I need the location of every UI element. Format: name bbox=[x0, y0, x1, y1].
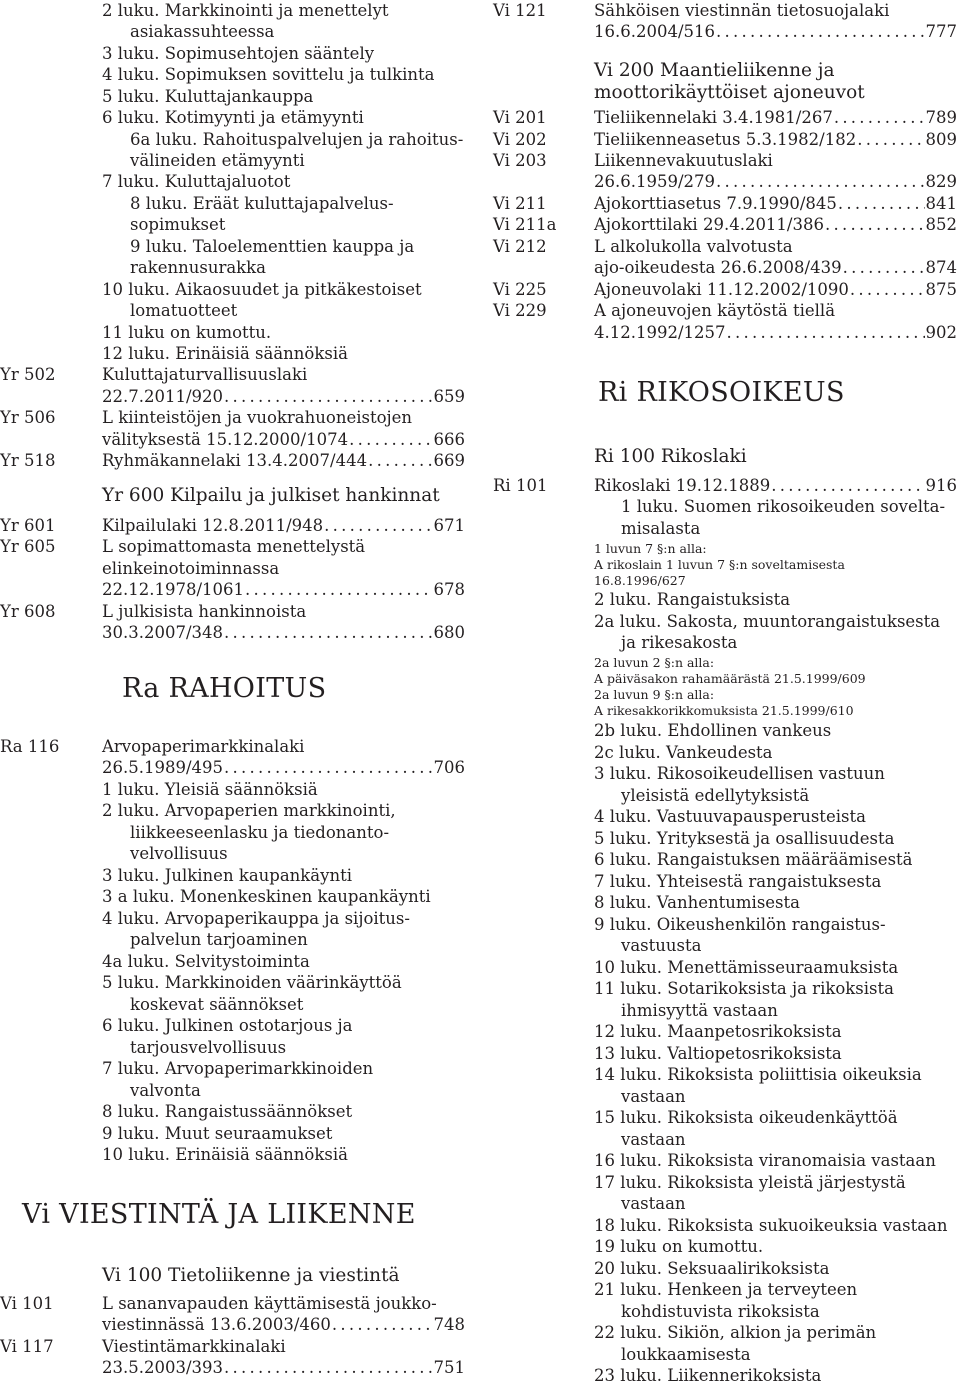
toc-entry bbox=[594, 279, 957, 300]
page-number: 678 bbox=[433, 580, 465, 599]
toc-line: vastaan bbox=[621, 1194, 686, 1213]
toc-line: 14 luku. Rikoksista poliittisia oikeuksia bbox=[594, 1065, 922, 1084]
toc-line: 11 luku. Sotarikoksista ja rikoksista bbox=[594, 979, 894, 998]
statute-code: Vi 203 bbox=[493, 151, 547, 170]
toc-line: 2 luku. Rangaistuksista bbox=[594, 590, 791, 609]
page-number: 659 bbox=[433, 387, 465, 406]
page-number: 680 bbox=[433, 623, 465, 642]
toc-line: elinkeinotoiminnassa bbox=[102, 559, 280, 578]
toc-note: A rikesakkorikkomuksista 21.5.1999/610 bbox=[594, 703, 854, 718]
entry-title: Ajoneuvolaki 11.12.2002/1090 bbox=[594, 280, 849, 299]
toc-line: tarjousvelvollisuus bbox=[130, 1038, 287, 1057]
toc-entry bbox=[594, 193, 957, 214]
toc-line: 9 luku. Oikeushenkilön rangaistus- bbox=[594, 915, 886, 934]
toc-line: lomatuotteet bbox=[130, 301, 238, 320]
toc-line: L julkisista hankinnoista bbox=[102, 602, 307, 621]
dot-leader bbox=[834, 107, 925, 128]
toc-entry bbox=[594, 129, 957, 150]
page-number: 916 bbox=[925, 476, 957, 495]
page-number: 874 bbox=[925, 258, 957, 277]
page-number: 777 bbox=[925, 22, 957, 41]
toc-line: 9 luku. Muut seuraamukset bbox=[102, 1124, 333, 1143]
toc-note: 2a luvun 9 §:n alla: bbox=[594, 687, 715, 702]
toc-line: koskevat säännökset bbox=[130, 995, 304, 1014]
entry-title: 22.12.1978/1061 bbox=[102, 580, 245, 599]
toc-line: palvelun tarjoaminen bbox=[130, 930, 308, 949]
entry-title: ajo-oikeudesta 26.6.2008/439 bbox=[594, 258, 842, 277]
toc-line: 3 a luku. Monenkeskinen kaupankäynti bbox=[102, 887, 431, 906]
toc-line: 10 luku. Aikaosuudet ja pitkäkestoiset bbox=[102, 280, 422, 299]
toc-line: 7 luku. Yhteisestä rangaistuksesta bbox=[594, 872, 882, 891]
toc-line: 3 luku. Sopimusehtojen sääntely bbox=[102, 44, 375, 63]
page-number: 902 bbox=[925, 323, 957, 342]
toc-line: Kuluttajaturvallisuuslaki bbox=[102, 365, 308, 384]
toc-line: 16 luku. Rikoksista viranomaisia vastaan bbox=[594, 1151, 936, 1170]
toc-line: 6a luku. Rahoituspalvelujen ja rahoitus- bbox=[130, 130, 464, 149]
statute-code: Ri 101 bbox=[493, 476, 548, 495]
dot-leader bbox=[771, 475, 924, 496]
dot-leader bbox=[850, 279, 925, 300]
statute-code: Vi 212 bbox=[493, 237, 547, 256]
toc-line: 4 luku. Arvopaperikauppa ja sijoitus- bbox=[102, 909, 410, 928]
statute-code: Vi 101 bbox=[0, 1294, 54, 1313]
dot-leader bbox=[224, 386, 432, 407]
toc-line: 4a luku. Selvitystoiminta bbox=[102, 952, 310, 971]
toc-note: 1 luvun 7 §:n alla: bbox=[594, 541, 707, 556]
entry-title: 4.12.1992/1257 bbox=[594, 323, 726, 342]
dot-leader bbox=[349, 429, 432, 450]
page-number: 748 bbox=[433, 1315, 465, 1334]
dot-leader bbox=[825, 214, 925, 235]
toc-entry bbox=[594, 257, 957, 278]
toc-line: valvonta bbox=[130, 1081, 201, 1100]
toc-line: 7 luku. Arvopaperimarkkinoiden bbox=[102, 1059, 374, 1078]
toc-line: kohdistuvista rikoksista bbox=[621, 1302, 820, 1321]
statute-code: Yr 506 bbox=[0, 408, 56, 427]
page-number: 671 bbox=[433, 516, 465, 535]
dot-leader bbox=[245, 579, 432, 600]
statute-code: Vi 117 bbox=[0, 1337, 54, 1356]
subsection-heading: Vi 100 Tietoliikenne ja viestintä bbox=[102, 1265, 400, 1286]
dot-leader bbox=[857, 129, 924, 150]
statute-code: Yr 605 bbox=[0, 537, 56, 556]
statute-code: Yr 601 bbox=[0, 516, 56, 535]
toc-line: 12 luku. Erinäisiä säännöksiä bbox=[102, 344, 348, 363]
toc-line: 15 luku. Rikoksista oikeudenkäyttöä bbox=[594, 1108, 898, 1127]
entry-title: Tieliikennelaki 3.4.1981/267 bbox=[594, 108, 833, 127]
toc-line: 8 luku. Eräät kuluttajapalvelus- bbox=[130, 194, 394, 213]
toc-line: vastaan bbox=[621, 1130, 686, 1149]
toc-line: 5 luku. Yrityksestä ja osallisuudesta bbox=[594, 829, 895, 848]
toc-line: 5 luku. Markkinoiden väärinkäyttöä bbox=[102, 973, 402, 992]
toc-entry bbox=[102, 1357, 465, 1378]
toc-line: 18 luku. Rikoksista sukuoikeuksia vastaan bbox=[594, 1216, 948, 1235]
toc-line: Viestintämarkkinalaki bbox=[102, 1337, 286, 1356]
toc-note: 16.8.1996/627 bbox=[594, 573, 686, 588]
statute-code: Vi 121 bbox=[493, 1, 547, 20]
toc-line: 12 luku. Maanpetosrikoksista bbox=[594, 1022, 842, 1041]
section-heading: Ra RAHOITUS bbox=[122, 673, 327, 704]
toc-entry bbox=[102, 515, 465, 536]
toc-entry bbox=[102, 429, 465, 450]
toc-line: 19 luku on kumottu. bbox=[594, 1237, 764, 1256]
toc-entry bbox=[102, 386, 465, 407]
subsection-heading: Ri 100 Rikoslaki bbox=[594, 446, 747, 467]
toc-line: misalasta bbox=[621, 519, 701, 538]
toc-line: ja rikesakosta bbox=[621, 633, 738, 652]
entry-title: viestinnässä 13.6.2003/460 bbox=[102, 1315, 331, 1334]
toc-line: 22 luku. Sikiön, alkion ja perimän bbox=[594, 1323, 877, 1342]
toc-entry bbox=[594, 171, 957, 192]
entry-title: 30.3.2007/348 bbox=[102, 623, 224, 642]
entry-title: 22.7.2011/920 bbox=[102, 387, 224, 406]
toc-line: 7 luku. Kuluttajaluotot bbox=[102, 172, 291, 191]
toc-line: 2b luku. Ehdollinen vankeus bbox=[594, 721, 832, 740]
dot-leader bbox=[224, 622, 432, 643]
toc-entry bbox=[594, 475, 957, 496]
toc-line: yleisistä edellytyksistä bbox=[621, 786, 810, 805]
statute-code: Vi 225 bbox=[493, 280, 547, 299]
toc-line: 1 luku. Suomen rikosoikeuden sovelta- bbox=[621, 497, 946, 516]
toc-entry bbox=[102, 1314, 465, 1335]
dot-leader bbox=[324, 515, 432, 536]
entry-title: 26.5.1989/495 bbox=[102, 758, 224, 777]
toc-entry bbox=[594, 322, 957, 343]
dot-leader bbox=[224, 1357, 432, 1378]
entry-title: Ajokorttiasetus 7.9.1990/845 bbox=[594, 194, 837, 213]
toc-entry bbox=[102, 450, 465, 471]
toc-line: sopimukset bbox=[130, 215, 226, 234]
page-number: 666 bbox=[433, 430, 465, 449]
toc-line: L kiinteistöjen ja vuokrahuoneistojen bbox=[102, 408, 413, 427]
toc-line: 6 luku. Kotimyynti ja etämyynti bbox=[102, 108, 364, 127]
dot-leader bbox=[368, 450, 432, 471]
dot-leader bbox=[843, 257, 925, 278]
toc-line: 2a luku. Sakosta, muuntorangaistuksesta bbox=[594, 612, 941, 631]
toc-line: 23 luku. Liikennerikoksista bbox=[594, 1366, 822, 1385]
page-number: 875 bbox=[925, 280, 957, 299]
toc-note: A rikoslain 1 luvun 7 §:n soveltamisesta bbox=[594, 557, 845, 572]
toc-line: 20 luku. Seksuaalirikoksista bbox=[594, 1259, 830, 1278]
dot-leader bbox=[332, 1314, 433, 1335]
toc-line: liikkeeseenlasku ja tiedonanto- bbox=[130, 823, 390, 842]
toc-entry bbox=[594, 107, 957, 128]
toc-line: 4 luku. Sopimuksen sovittelu ja tulkinta bbox=[102, 65, 435, 84]
toc-line: A ajoneuvojen käytöstä tiellä bbox=[594, 301, 836, 320]
toc-line: 17 luku. Rikoksista yleistä järjestystä bbox=[594, 1173, 906, 1192]
toc-line: 5 luku. Kuluttajankauppa bbox=[102, 87, 314, 106]
toc-entry bbox=[594, 214, 957, 235]
dot-leader bbox=[716, 21, 924, 42]
toc-line: 11 luku on kumottu. bbox=[102, 323, 272, 342]
toc-entry bbox=[102, 757, 465, 778]
dot-leader bbox=[716, 171, 924, 192]
section-heading: Vi VIESTINTÄ JA LIIKENNE bbox=[22, 1199, 416, 1230]
toc-line: 2 luku. Arvopaperien markkinointi, bbox=[102, 801, 396, 820]
page-number: 852 bbox=[925, 215, 957, 234]
toc-line: Arvopaperimarkkinalaki bbox=[102, 737, 305, 756]
toc-line: 21 luku. Henkeen ja terveyteen bbox=[594, 1280, 858, 1299]
toc-line: asiakassuhteessa bbox=[130, 22, 275, 41]
toc-line: välineiden etämyynti bbox=[130, 151, 305, 170]
entry-title: Tieliikenneasetus 5.3.1982/182 bbox=[594, 130, 857, 149]
statute-code: Vi 229 bbox=[493, 301, 547, 320]
page-number: 706 bbox=[433, 758, 465, 777]
statute-code: Vi 201 bbox=[493, 108, 547, 127]
page-number: 829 bbox=[925, 172, 957, 191]
toc-line: L sopimattomasta menettelystä bbox=[102, 537, 366, 556]
toc-line: Sähköisen viestinnän tietosuojalaki bbox=[594, 1, 890, 20]
entry-title: 23.5.2003/393 bbox=[102, 1358, 224, 1377]
toc-note: 2a luvun 2 §:n alla: bbox=[594, 655, 715, 670]
toc-line: loukkaamisesta bbox=[621, 1345, 751, 1364]
dot-leader bbox=[838, 193, 925, 214]
page-number: 751 bbox=[433, 1358, 465, 1377]
toc-line: 10 luku. Menettämisseuraamuksista bbox=[594, 958, 899, 977]
toc-line: 6 luku. Rangaistuksen määräämisestä bbox=[594, 850, 913, 869]
toc-line: 10 luku. Erinäisiä säännöksiä bbox=[102, 1145, 348, 1164]
toc-entry bbox=[594, 21, 957, 42]
entry-title: Rikoslaki 19.12.1889 bbox=[594, 476, 771, 495]
toc-line: 9 luku. Taloelementtien kauppa ja bbox=[130, 237, 415, 256]
toc-line: 8 luku. Rangaistussäännökset bbox=[102, 1102, 353, 1121]
page-number: 841 bbox=[925, 194, 957, 213]
toc-line: vastuusta bbox=[621, 936, 702, 955]
entry-title: Kilpailulaki 12.8.2011/948 bbox=[102, 516, 324, 535]
toc-line: 4 luku. Vastuuvapausperusteista bbox=[594, 807, 866, 826]
toc-entry bbox=[102, 622, 465, 643]
toc-line: 2c luku. Vankeudesta bbox=[594, 743, 773, 762]
toc-line: L alkolukolla valvotusta bbox=[594, 237, 793, 256]
section-heading: Ri RIKOSOIKEUS bbox=[598, 377, 845, 408]
dot-leader bbox=[224, 757, 432, 778]
toc-note: A päiväsakon rahamäärästä 21.5.1999/609 bbox=[594, 671, 866, 686]
entry-title: Ryhmäkannelaki 13.4.2007/444 bbox=[102, 451, 368, 470]
statute-code: Vi 202 bbox=[493, 130, 547, 149]
toc-line: ihmisyyttä vastaan bbox=[621, 1001, 778, 1020]
toc-line: velvollisuus bbox=[130, 844, 228, 863]
toc-line: 2 luku. Markkinointi ja menettelyt bbox=[102, 1, 389, 20]
page-number: 669 bbox=[433, 451, 465, 470]
toc-line: 13 luku. Valtiopetosrikoksista bbox=[594, 1044, 842, 1063]
subsection-heading: Yr 600 Kilpailu ja julkiset hankinnat bbox=[102, 485, 440, 506]
toc-line: 3 luku. Rikosoikeudellisen vastuun bbox=[594, 764, 885, 783]
toc-entry bbox=[102, 579, 465, 600]
toc-line: 3 luku. Julkinen kaupankäynti bbox=[102, 866, 352, 885]
subsection-heading: Vi 200 Maantieliikenne ja bbox=[594, 60, 835, 81]
statute-code: Vi 211a bbox=[493, 215, 557, 234]
toc-line: 6 luku. Julkinen ostotarjous ja bbox=[102, 1016, 353, 1035]
toc-line: 8 luku. Vanhentumisesta bbox=[594, 893, 800, 912]
entry-title: 26.6.1959/279 bbox=[594, 172, 716, 191]
toc-line: 1 luku. Yleisiä säännöksiä bbox=[102, 780, 318, 799]
page-number: 789 bbox=[925, 108, 957, 127]
statute-code: Yr 608 bbox=[0, 602, 56, 621]
statute-code: Vi 211 bbox=[493, 194, 547, 213]
entry-title: välityksestä 15.12.2000/1074 bbox=[102, 430, 349, 449]
toc-line: L sananvapauden käyttämisestä joukko- bbox=[102, 1294, 437, 1313]
entry-title: Ajokorttilaki 29.4.2011/386 bbox=[594, 215, 824, 234]
subsection-heading: moottorikäyttöiset ajoneuvot bbox=[594, 82, 865, 103]
toc-line: rakennusurakka bbox=[130, 258, 267, 277]
statute-code: Yr 502 bbox=[0, 365, 56, 384]
entry-title: 16.6.2004/516 bbox=[594, 22, 716, 41]
dot-leader bbox=[727, 322, 925, 343]
statute-code: Ra 116 bbox=[0, 737, 60, 756]
toc-line: Liikennevakuutuslaki bbox=[594, 151, 773, 170]
statute-code: Yr 518 bbox=[0, 451, 56, 470]
toc-line: vastaan bbox=[621, 1087, 686, 1106]
page-number: 809 bbox=[925, 130, 957, 149]
